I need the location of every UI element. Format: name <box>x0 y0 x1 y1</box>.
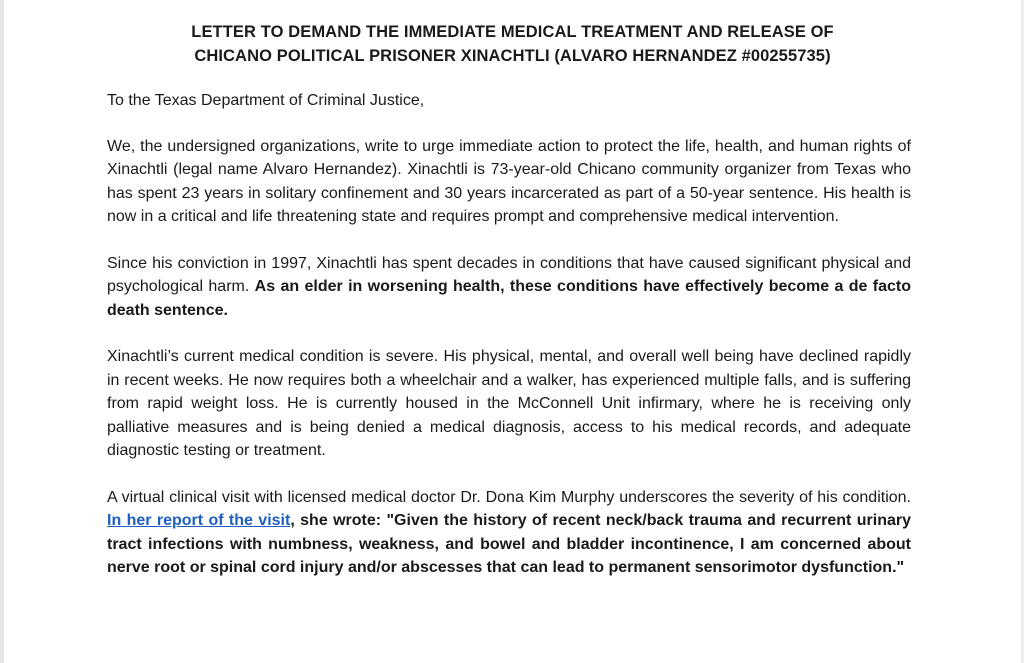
paragraph-conviction-text: Since his conviction in 1997, Xinachtli has spent decades in conditions that have caused significant physical and psychological harm. <box>107 254 911 295</box>
paragraph-medical-condition: Xinachtli’s current medical condition is severe. His physical, mental, and overall well being have declined rapidly in recent weeks. He now requires both a wheelchair and a walker, has experienced multiple falls, and is suffering from rapid weight loss. He is currently housed in the McConnell Unit infirmary, where he is receiving only palliative measures and is being denied a medical diagnosis, access to his medical records, and adequate diagnostic testing or treatment. <box>107 348 911 459</box>
paragraph-conviction-emphasis: As an elder in worsening health, these conditions have effectively become a de facto death sentence. <box>107 278 912 319</box>
title-line-1: LETTER TO DEMAND THE IMMEDIATE MEDICAL TREATMENT AND RELEASE OF <box>191 23 834 41</box>
paragraph-intro: We, the undersigned organizations, write to urge immediate action to protect the life, health, and human rights of Xinachtli (legal name Alvaro Hernandez). Xinachtli is 73-year-old Chicano community organizer from Texas who has spent 23 years in solitary confinement and 30 years incarcerated as part of a 50-year sentence. His health is now in a critical and life threatening state and requires prompt and comprehensive medical intervention. <box>107 137 911 225</box>
doctor-quote: , she wrote: "Given the history of recent neck/back trauma and recurrent urinary tract infections with numbness, weakness, and bowel and bladder incontinence, I am concerned about nerve root or spinal cord injury and/or abscesses that can lead to permanent sensorimotor dysfunction." <box>107 512 912 576</box>
letter-title <box>4 20 1021 68</box>
paragraph-clinical-visit-text: A virtual clinical visit with licensed medical doctor Dr. Dona Kim Murphy underscores the severity of his condition. <box>107 488 911 506</box>
paragraph-conviction <box>107 252 911 323</box>
report-link[interactable]: In her report of the visit <box>107 512 291 529</box>
paragraph-clinical-visit <box>107 486 911 580</box>
letter-body <box>107 89 911 603</box>
salutation: To the Texas Department of Criminal Justice, <box>107 92 425 109</box>
title-line-2: CHICANO POLITICAL PRISONER XINACHTLI (ALVARO HERNANDEZ #00255735) <box>194 47 831 65</box>
